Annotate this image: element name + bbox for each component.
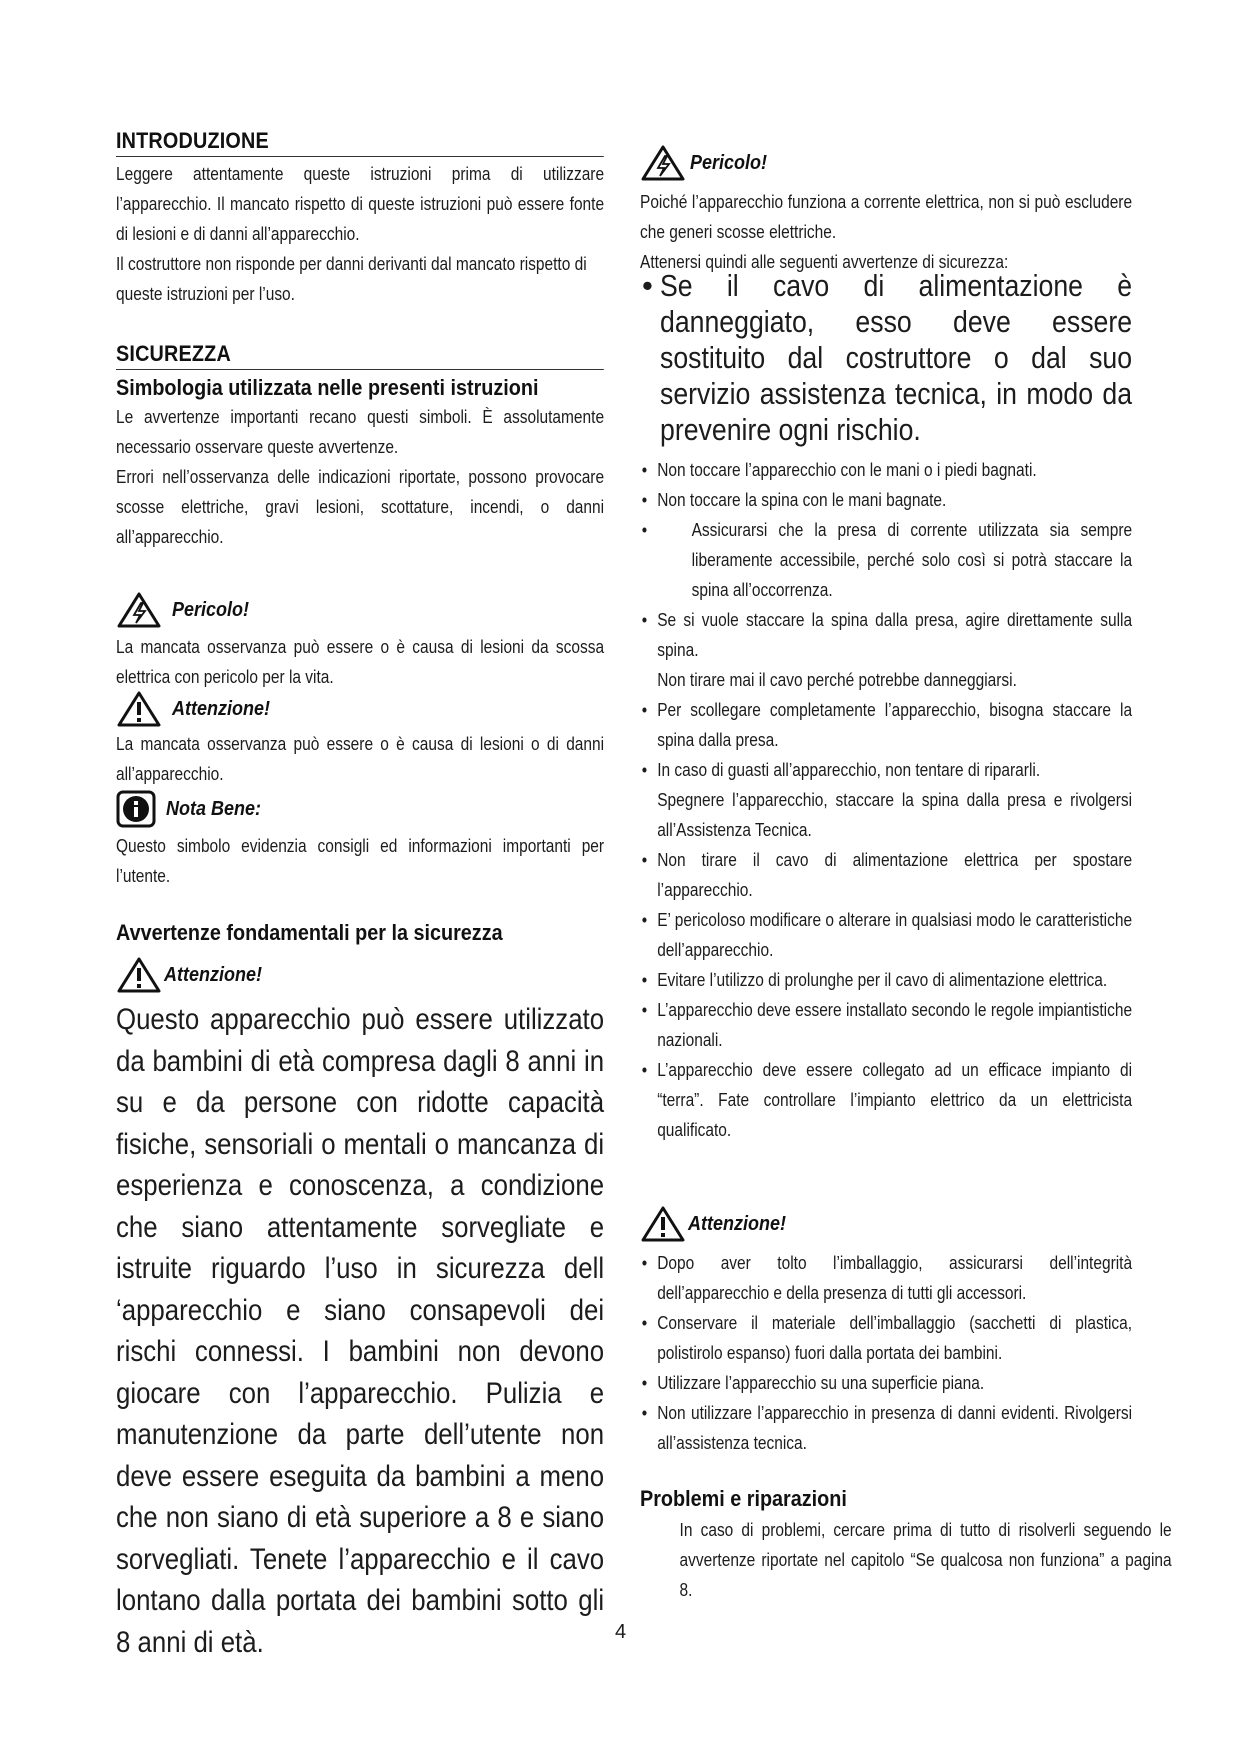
symbols-paragraph-1: Le avvertenze importanti recano questi simboli. È assolutamente necessario osservare queste avvertenze.	[116, 407, 605, 457]
page-number: 4	[614, 1621, 627, 1643]
list-item: • Non toccare l’apparecchio con le mani o i piedi bagnati.	[640, 455, 1132, 485]
fundamental-title: Avvertenze fondamentali per la sicurezza	[116, 920, 503, 945]
right-attention-label: Attenzione!	[688, 1212, 787, 1235]
list-item: • Dopo aver tolto l’imballaggio, assicurarsi dell’integrità dell’apparecchio e della presenza di tutti gli accessori.	[640, 1248, 1132, 1308]
safety-title: SICUREZZA	[116, 341, 604, 370]
list-item: • L’apparecchio deve essere installato secondo le regole impiantistiche nazionali.	[640, 995, 1132, 1055]
note-heading	[116, 789, 604, 829]
list-item: • Non tirare il cavo di alimentazione elettrica per spostare l’apparecchio.	[640, 845, 1132, 905]
electric-danger-icon	[116, 591, 162, 629]
list-item: • In caso di guasti all’apparecchio, non tentare di ripararli.	[640, 755, 1132, 785]
electric-danger-icon	[640, 144, 686, 182]
fundamental-heading	[116, 955, 604, 995]
list-item: • E’ pericoloso modificare o alterare in qualsiasi modo le caratteristiche dell’apparecchio.	[640, 905, 1132, 965]
list-item: • Evitare l’utilizzo di prolunghe per il cavo di alimentazione elettrica.	[640, 965, 1132, 995]
list-item: • Se si vuole staccare la spina dalla presa, agire direttamente sulla spina.	[640, 605, 1132, 665]
problems-section	[640, 1485, 1172, 1605]
problems-text: In caso di problemi, cercare prima di tutto di risolverli seguendo le avvertenze riportate nel capitolo “Se qualcosa non funziona” a pagina 8.	[679, 1520, 1172, 1600]
intro-section	[116, 128, 604, 309]
list-item: • L’apparecchio deve essere collegato ad un efficace impianto di “terra”. Fate controllare l’impianto elettrico da un elettricista qualificato.	[640, 1055, 1132, 1145]
list-item: • Conservare il materiale dell’imballaggio (sacchetti di plastica, polistirolo espanso) fuori dalla portata dei bambini.	[640, 1308, 1132, 1368]
symbols-text	[116, 402, 604, 552]
list-item: Spegnere l’apparecchio, staccare la spina dalla presa e rivolgersi all’Assistenza Tecnica.	[657, 790, 1133, 840]
note-block	[116, 789, 604, 891]
intro-paragraph-1: Leggere attentamente queste istruzioni prima di utilizzare l’apparecchio. Il mancato rispetto di queste istruzioni può essere fonte di lesioni e di danni all’apparecchio.	[116, 164, 605, 244]
right-attention-heading	[640, 1204, 1132, 1244]
attention-label: Attenzione!	[172, 697, 271, 720]
attention-heading	[116, 689, 604, 729]
list-item: • Non toccare la spina con le mani bagnate.	[640, 485, 1132, 515]
info-icon	[116, 790, 156, 828]
symbols-paragraph-2: Errori nell’osservanza delle indicazioni riportate, possono provocare scosse elettriche, gravi lesioni, scottature, incendi, o danni all’apparecchio.	[116, 467, 605, 547]
right-danger-intro-2: Attenersi quindi alle seguenti avvertenze di sicurezza:	[640, 252, 1009, 272]
cable-warning-item	[640, 268, 1132, 448]
list-item: • Assicurarsi che la presa di corrente utilizzata sia sempre liberamente accessibile, perché solo così si potrà staccare la spina all’occorrenza.	[640, 515, 1132, 605]
attention-block	[116, 689, 604, 789]
symbols-title: Simbologia utilizzata nelle presenti istruzioni	[116, 375, 539, 400]
intro-title: INTRODUZIONE	[116, 128, 604, 157]
attention-items-list	[640, 1248, 1132, 1458]
intro-paragraph-2: Il costruttore non risponde per danni derivanti dal mancato rispetto di queste istruzioni per l’uso.	[116, 254, 587, 304]
danger-items-text	[640, 455, 1132, 1145]
problems-title: Problemi e riparazioni	[640, 1486, 847, 1511]
warning-icon	[116, 690, 162, 728]
cable-warning-text: Se il cavo di alimentazione è danneggiato, esso deve essere sostituito dal costruttore o dal suo servizio assistenza tecnica, in modo da prevenire ogni rischio.	[660, 268, 1133, 447]
intro-text	[116, 159, 604, 309]
danger-label: Pericolo!	[172, 598, 250, 621]
warning-icon	[640, 1205, 686, 1243]
warning-icon	[116, 956, 162, 994]
right-danger-label: Pericolo!	[690, 151, 768, 174]
note-label: Nota Bene:	[166, 797, 262, 820]
fundamental-text: Questo apparecchio può essere utilizzato da bambini di età compresa dagli 8 anni in su e da persone con ridotte capacità fisiche, sensoriali o mentali o mancanza di esperienza e conoscenza, a condizione che siano attentamente sorvegliate e istruite riguardo l’uso in sicurezza dell ‘apparecchio e siano consapevoli dei rischi connessi. I bambini non devono giocare con l’apparecchio. Pulizia e manutenzione da parte dell’utente non deve essere eseguita da bambini a meno che non siano di età superiore a 8 e siano sorvegliati. Tenete l’apparecchio e il cavo lontano dalla portata dei bambini sotto gli 8 anni di età.	[116, 1003, 605, 1659]
danger-items-list	[640, 455, 1132, 1145]
fundamental-label: Attenzione!	[164, 963, 263, 986]
list-item: • Utilizzare l’apparecchio su una superficie piana.	[640, 1368, 1132, 1398]
danger-items-block	[640, 455, 1132, 1145]
right-danger-intro	[640, 187, 1132, 277]
danger-block	[116, 590, 604, 692]
list-item: Non tirare mai il cavo perché potrebbe danneggiarsi.	[657, 670, 1017, 690]
cable-warning-block	[640, 268, 1132, 448]
danger-heading	[116, 590, 604, 630]
list-item: • Non utilizzare l’apparecchio in presenza di danni evidenti. Rivolgersi all’assistenza tecnica.	[640, 1398, 1132, 1458]
cable-warning-list	[640, 268, 1132, 448]
note-text: Questo simbolo evidenzia consigli ed informazioni importanti per l’utente.	[116, 836, 605, 886]
danger-text: La mancata osservanza può essere o è causa di lesioni da scossa elettrica con pericolo per la vita.	[116, 637, 605, 687]
right-danger-heading	[640, 143, 1132, 183]
fundamental-section	[116, 919, 604, 1663]
list-item: • Per scollegare completamente l’apparecchio, bisogna staccare la spina dalla presa.	[640, 695, 1132, 755]
right-danger-block	[640, 143, 1132, 277]
right-danger-intro-1: Poiché l’apparecchio funziona a corrente elettrica, non si può escludere che generi scosse elettriche.	[640, 192, 1133, 242]
attention-text: La mancata osservanza può essere o è causa di lesioni o di danni all’apparecchio.	[116, 734, 605, 784]
attention-items-text	[640, 1248, 1132, 1458]
safety-section	[116, 341, 604, 552]
right-attention-block	[640, 1204, 1132, 1458]
